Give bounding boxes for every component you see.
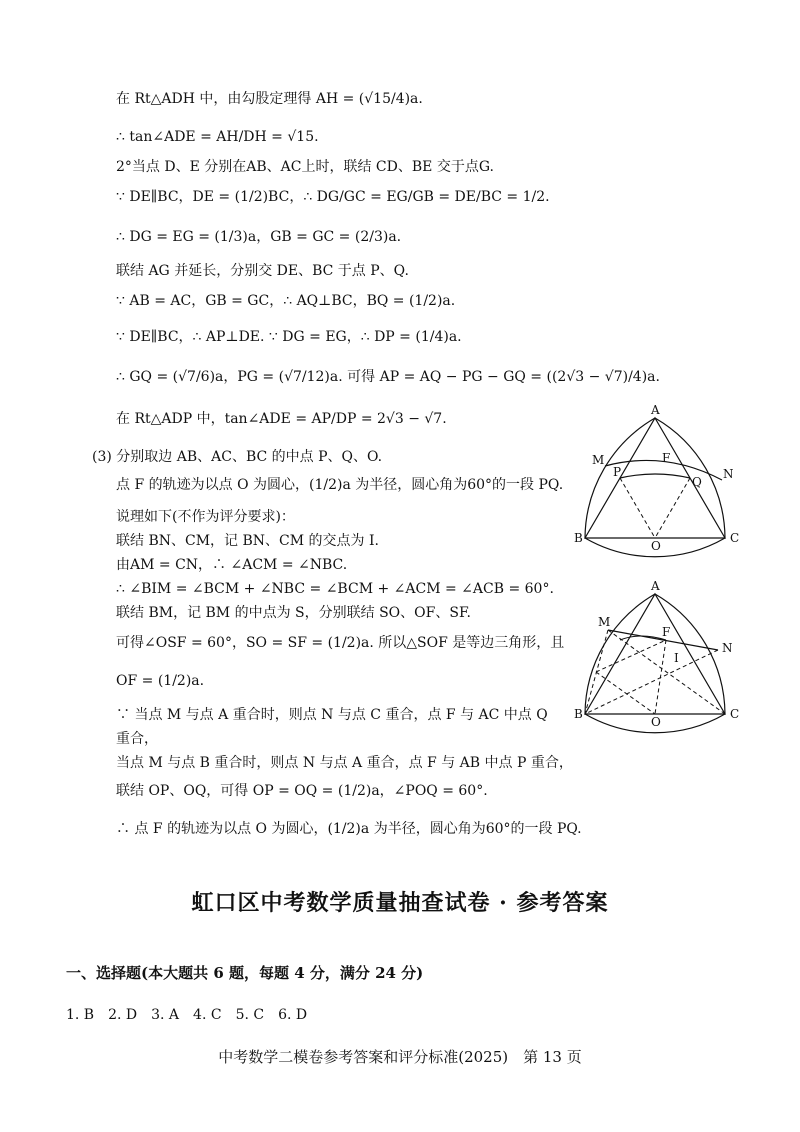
solution-line: 联结 BM，记 BM 的中点为 S，分别联结 SO、OF、SF. bbox=[116, 605, 471, 621]
fig2-label-o: O bbox=[651, 715, 661, 729]
fig1-label-o: O bbox=[651, 539, 661, 553]
solution-line: 当点 M 与点 B 重合时，则点 N 与点 A 重合，点 F 与 AB 中点 P 重合， bbox=[116, 755, 573, 771]
answer-key-title: 虹口区中考数学质量抽查试卷 · 参考答案 bbox=[191, 890, 609, 916]
solution-line: ∴ ∠BIM = ∠BCM + ∠NBC = ∠BCM + ∠ACM = ∠ACB = 60°. bbox=[116, 581, 554, 597]
solution-line: ∴ GQ = (√7/6)a，PG = (√7/12)a. 可得 AP = AQ − PG − GQ = ((2√3 − √7)/4)a. bbox=[116, 369, 660, 385]
solution-line: (3) 分别取边 AB、AC、BC 的中点 P、Q、O. bbox=[92, 449, 383, 465]
solution-line: 在 Rt△ADH 中，由勾股定理得 AH = (√15/4)a. bbox=[116, 91, 423, 107]
fig1-label-m: M bbox=[592, 453, 605, 467]
fig2-label-b: B bbox=[574, 707, 583, 721]
solution-line: OF = (1/2)a. bbox=[116, 673, 205, 689]
page-footer: 中考数学二模卷参考答案和评分标准(2025) 第 13 页 bbox=[218, 1048, 582, 1066]
solution-line: ∴ 点 F 的轨迹为以点 O 为圆心，(1/2)a 为半径，圆心角为60°的一段 PQ. bbox=[116, 821, 582, 837]
solution-line: 说理如下(不作为评分要求)： bbox=[116, 509, 295, 525]
solution-line: 2°当点 D、E 分别在AB、AC上时，联结 CD、BE 交于点G. bbox=[116, 159, 494, 175]
fig1-label-b: B bbox=[574, 531, 583, 545]
choice-answers: 1. B 2. D 3. A 4. C 5. C 6. D bbox=[66, 1007, 308, 1023]
fig2-label-m: M bbox=[598, 615, 611, 629]
fig2-label-n: N bbox=[722, 641, 733, 655]
solution-line: ∴ DG = EG = (1/3)a，GB = GC = (2/3)a. bbox=[116, 229, 402, 245]
fig2-label-c: C bbox=[730, 707, 740, 721]
fig1-label-c: C bbox=[730, 531, 740, 545]
fig1-label-f: F bbox=[662, 451, 671, 465]
fig2-label-i: I bbox=[674, 651, 679, 665]
solution-line: 联结 BN、CM，记 BN、CM 的交点为 I. bbox=[116, 533, 379, 549]
solution-line: 联结 AG 并延长，分别交 DE、BC 于点 P、Q. bbox=[116, 263, 409, 279]
solution-line: 联结 OP、OQ，可得 OP = OQ = (1/2)a，∠POQ = 60°. bbox=[116, 783, 488, 799]
solution-line: ∵ DE∥BC，∴ AP⊥DE. ∵ DG = EG，∴ DP = (1/4)a. bbox=[116, 329, 462, 345]
fig1-label-a: A bbox=[651, 403, 660, 417]
solution-line: 由AM = CN，∴ ∠ACM = ∠NBC. bbox=[116, 557, 348, 573]
figure-2-reuleaux-triangle bbox=[574, 579, 760, 729]
solution-line: 点 F 的轨迹为以点 O 为圆心，(1/2)a 为半径，圆心角为60°的一段 PQ. bbox=[116, 477, 564, 493]
fig1-label-q: Q bbox=[692, 475, 702, 489]
fig1-label-n: N bbox=[723, 467, 734, 481]
solution-line: ∵ AB = AC，GB = GC，∴ AQ⊥BC，BQ = (1/2)a. bbox=[116, 293, 456, 309]
solution-line: 重合， bbox=[116, 731, 158, 747]
solution-line: 可得∠OSF = 60°，SO = SF = (1/2)a. 所以△SOF 是等边三角形，且 bbox=[116, 635, 565, 651]
solution-line: 在 Rt△ADP 中，tan∠ADE = AP/DP = 2√3 − √7. bbox=[116, 411, 447, 427]
figure-1-reuleaux-triangle bbox=[574, 400, 760, 553]
solution-line: ∴ tan∠ADE = AH/DH = √15. bbox=[116, 129, 319, 145]
solution-line: ∵ DE∥BC，DE = (1/2)BC，∴ DG/GC = EG/GB = DE/BC = 1/2. bbox=[116, 189, 550, 205]
fig2-label-a: A bbox=[651, 579, 660, 593]
solution-line: ∵ 当点 M 与点 A 重合时，则点 N 与点 C 重合，点 F 与 AC 中点 Q bbox=[116, 707, 548, 723]
fig2-label-f: F bbox=[662, 625, 671, 639]
fig1-label-p: P bbox=[613, 465, 622, 479]
section-heading: 一、选择题(本大题共 6 题，每题 4 分，满分 24 分) bbox=[66, 964, 424, 982]
